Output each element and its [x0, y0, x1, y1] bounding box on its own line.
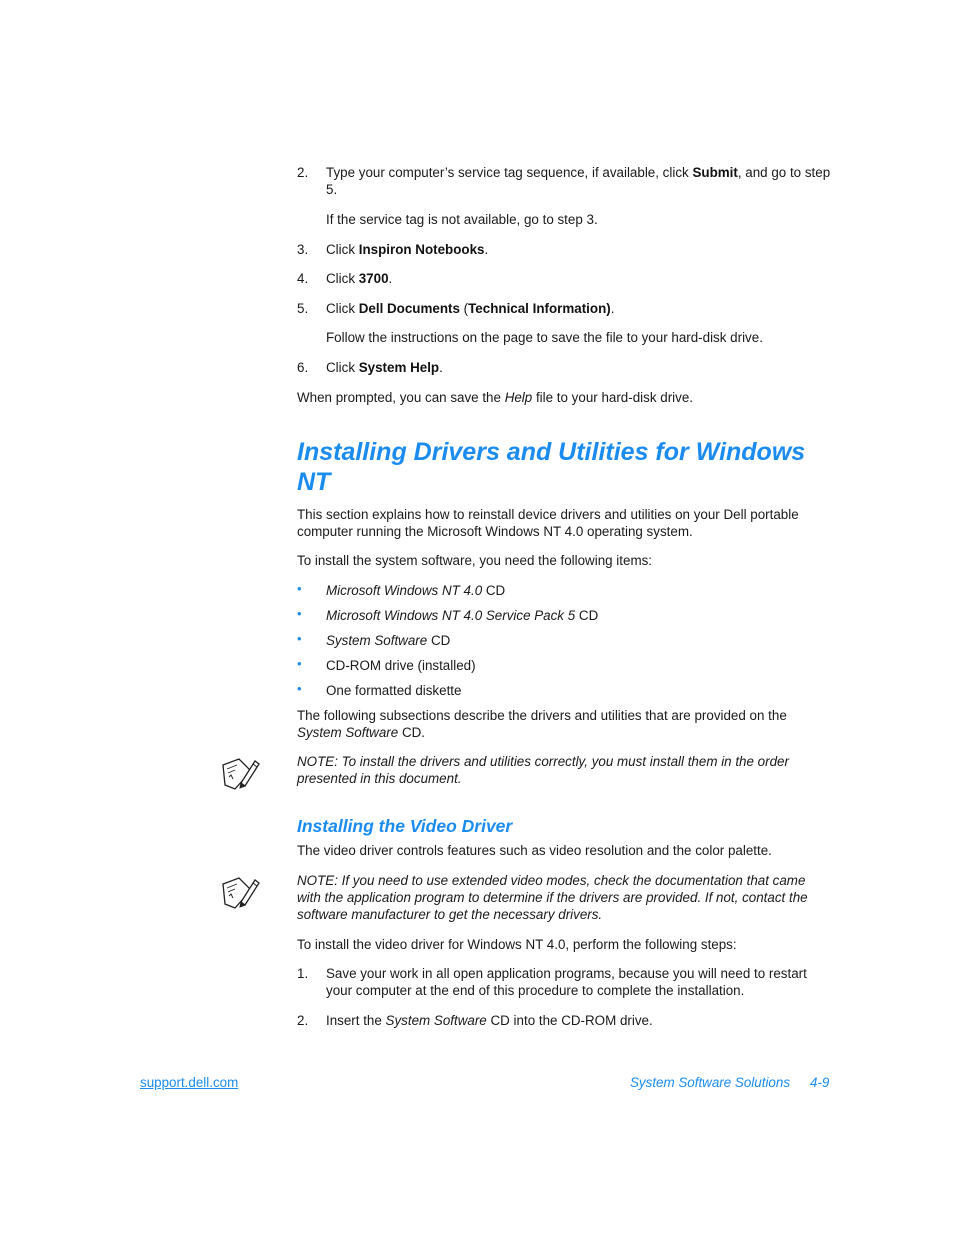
list-item: Microsoft Windows NT 4.0 Service Pack 5 CD [326, 608, 599, 623]
support-link[interactable]: support.dell.com [140, 1075, 239, 1090]
step-number: 1. [297, 966, 309, 981]
step-text: Insert the System Software CD into the CD-ROM drive. [326, 1013, 653, 1028]
video-paragraph: The video driver controls features such as video resolution and the color palette. [297, 843, 772, 858]
step-text: Click 3700. [326, 271, 393, 286]
bullet-icon: • [297, 581, 302, 596]
step-2-subtext: If the service tag is not available, go to step 3. [326, 212, 598, 227]
subsections-paragraph: The following subsections describe the drivers and utilities that are provided on the System Software CD. [297, 708, 787, 740]
subsection-heading: Installing the Video Driver [297, 816, 513, 836]
intro-paragraph: This section explains how to reinstall device drivers and utilities on your Dell portable computer running the Microsoft Windows NT 4.0 operating system. [297, 507, 799, 539]
bullet-icon: • [297, 656, 302, 671]
section-heading: Installing Drivers and Utilities for Windows NT [297, 438, 806, 496]
note-text: NOTE: To install the drivers and utilities correctly, you must install them in the order presented in this document. [297, 754, 789, 786]
note-pencil-icon [221, 755, 261, 791]
footer-section-title: System Software Solutions [630, 1075, 791, 1090]
list-item: Microsoft Windows NT 4.0 CD [326, 583, 506, 598]
step-number: 2. [297, 1013, 309, 1028]
install-paragraph: To install the video driver for Windows NT 4.0, perform the following steps: [297, 937, 737, 952]
step-number: 2. [297, 165, 309, 180]
prompt-paragraph: When prompted, you can save the Help file to your hard-disk drive. [297, 390, 693, 405]
step-text: Type your computer’s service tag sequence, if available, click Submit, and go to step 5. [326, 165, 831, 197]
list-item: One formatted diskette [326, 683, 462, 698]
list-item: System Software CD [326, 633, 451, 648]
step-number: 3. [297, 242, 309, 257]
step-text: Save your work in all open application programs, because you will need to restart your computer at the end of this procedure to complete the installation. [326, 966, 807, 998]
step-text: Click System Help. [326, 360, 443, 375]
bullet-icon: • [297, 631, 302, 646]
bullet-icon: • [297, 606, 302, 621]
step-number: 5. [297, 301, 309, 316]
page-number: 4-9 [810, 1075, 830, 1090]
list-item: CD-ROM drive (installed) [326, 658, 476, 673]
step-number: 6. [297, 360, 309, 375]
step-text: Click Inspiron Notebooks. [326, 242, 489, 257]
note-pencil-icon [221, 874, 261, 910]
items-paragraph: To install the system software, you need the following items: [297, 553, 653, 568]
note-text: NOTE: If you need to use extended video modes, check the documentation that came with the application program to determine if the drivers are provided. If not, contact the software manufacturer to get the necessary drivers. [297, 873, 808, 922]
step-text: Click Dell Documents (Technical Information). [326, 301, 615, 316]
bullet-icon: • [297, 681, 302, 696]
step-5-subtext: Follow the instructions on the page to save the file to your hard-disk drive. [326, 330, 763, 345]
step-number: 4. [297, 271, 309, 286]
